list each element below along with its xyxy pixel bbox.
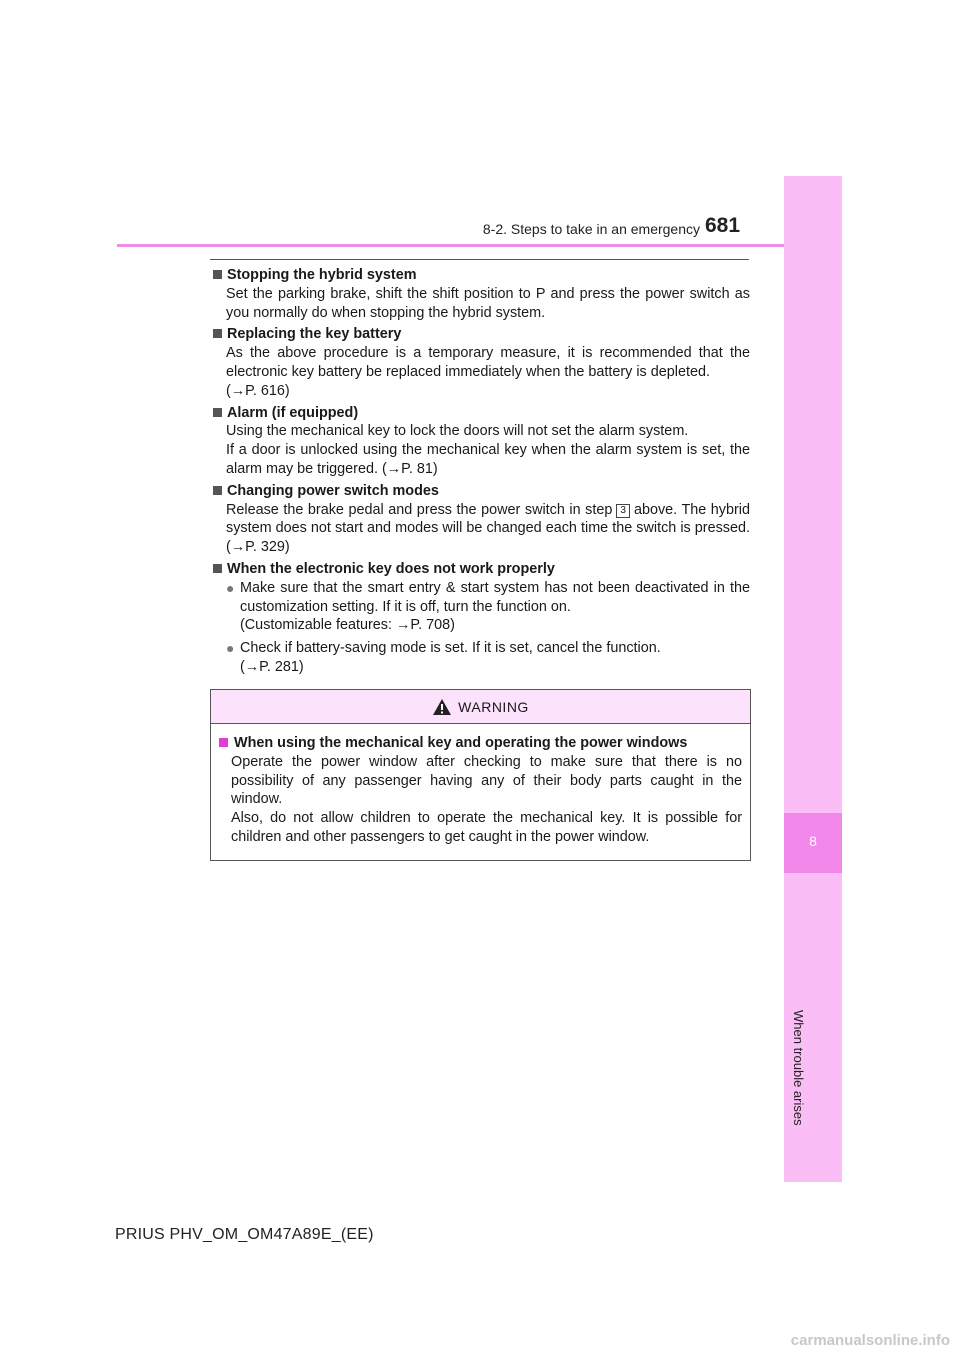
manual-code: PRIUS PHV_OM_OM47A89E_(EE): [115, 1226, 374, 1243]
page-reference[interactable]: (→P. 281): [240, 658, 304, 675]
warning-box: [210, 689, 751, 861]
warning-label: WARNING: [458, 698, 529, 715]
chapter-title: When trouble arises: [791, 1010, 806, 1126]
step-number-box: 3: [616, 504, 630, 518]
list-item-text: Make sure that the smart entry & start system has not been deactivated in the customization setting. If it is off, turn the function on.: [240, 579, 750, 615]
square-bullet-icon: [213, 270, 222, 279]
section-text: If a door is unlocked using the mechanical key when the alarm system is set, the alarm may be triggered. (→P. 81): [226, 442, 750, 477]
watermark: carmanualsonline.info: [790, 1332, 950, 1349]
section-key-not-working: [210, 560, 750, 677]
section-text: As the above procedure is a temporary measure, it is recommended that the electronic key battery be replaced immediately when the battery is depleted.: [226, 345, 750, 380]
page-reference[interactable]: (Customizable features: →P. 708): [240, 617, 455, 634]
section-power-switch-modes: [210, 482, 750, 557]
list-item-text: Check if battery-saving mode is set. If it is set, cancel the function.: [240, 640, 661, 657]
section-text: Set the parking brake, shift the shift position to P and press the power switch as you normally do when stopping the hybrid system.: [226, 285, 750, 321]
section-title: When the electronic key does not work properly: [227, 560, 555, 577]
section-text: above. The hybrid system does not start and modes will be changed each time the switch is pressed. (→P. 329): [226, 501, 750, 556]
page-reference[interactable]: (→P. 616): [226, 382, 290, 399]
section-title: Replacing the key battery: [227, 326, 402, 343]
section-stopping-hybrid: [210, 266, 750, 322]
section-text: Release the brake pedal and press the power switch in step: [226, 501, 613, 518]
main-content: [210, 266, 750, 681]
circle-bullet-icon: ●: [226, 579, 235, 596]
circle-bullet-icon: ●: [226, 640, 235, 657]
list-item: [210, 579, 750, 635]
section-title: Stopping the hybrid system: [227, 267, 417, 283]
warning-text: Also, do not allow children to operate the mechanical key. It is possible for children and other passengers to get caught in the power window.: [231, 810, 742, 845]
square-bullet-icon: [213, 564, 222, 573]
content-rule: [210, 259, 749, 260]
section-text: Using the mechanical key to lock the doors will not set the alarm system.: [226, 423, 689, 440]
warning-text: Operate the power window after checking to make sure that there is no possibility of any passenger having any of their body parts caught in the window.: [231, 753, 742, 808]
warning-header: [211, 690, 750, 724]
section-header: 8-2. Steps to take in an emergency: [482, 221, 700, 237]
section-title: Alarm (if equipped): [227, 404, 359, 421]
warning-triangle-icon: [432, 698, 452, 716]
list-item: [210, 639, 750, 677]
section-replacing-battery: [210, 325, 750, 400]
section-title: Changing power switch modes: [227, 482, 439, 499]
square-bullet-icon: [213, 486, 222, 495]
square-bullet-icon: [213, 329, 222, 338]
square-bullet-icon: [213, 408, 222, 417]
warning-title: When using the mechanical key and operating the power windows: [234, 735, 688, 751]
square-bullet-icon: [219, 738, 228, 747]
section-alarm: [210, 404, 750, 479]
page-number: 681: [705, 214, 741, 237]
chapter-number: 8: [809, 833, 817, 849]
header-rule: [117, 244, 840, 247]
